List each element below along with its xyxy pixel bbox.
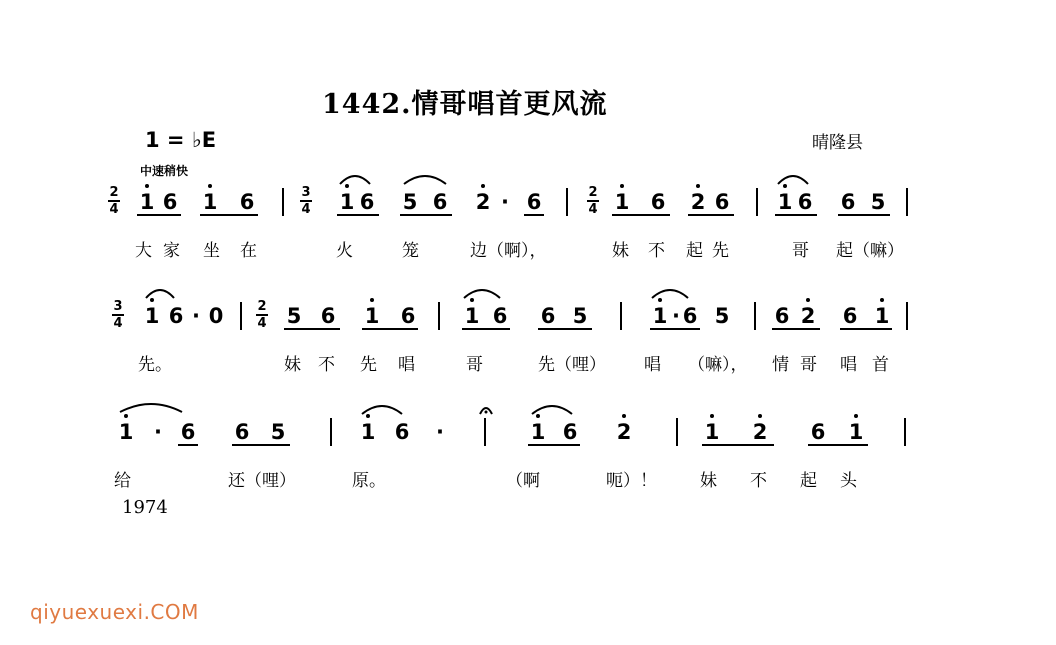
lyric: 妹: [700, 471, 717, 491]
time-signature: 3 4: [113, 299, 123, 331]
lyric: 哥: [466, 355, 483, 375]
note: 6: [650, 190, 666, 214]
note: 1: [464, 304, 480, 328]
lyric: 火: [336, 241, 353, 261]
region-label: 晴隆县: [812, 133, 863, 153]
high-octave-dot: [696, 184, 700, 188]
note: 1: [614, 190, 630, 214]
dotted-note-mark: ·: [436, 420, 444, 444]
note: 6: [562, 420, 578, 444]
note: 1: [144, 304, 160, 328]
underline-beam: [650, 328, 700, 330]
high-octave-dot: [208, 184, 212, 188]
fermata-icon: [478, 404, 494, 416]
lyric: 起: [686, 241, 703, 261]
lyric: 坐: [203, 241, 220, 261]
slur: [776, 172, 810, 186]
note: 5: [714, 304, 730, 328]
high-octave-dot: [370, 298, 374, 302]
high-octave-dot: [854, 414, 858, 418]
note: 6: [797, 190, 813, 214]
note: 6: [714, 190, 730, 214]
lyric: 先: [712, 241, 729, 261]
note: 6: [394, 420, 410, 444]
note: 5: [286, 304, 302, 328]
lyric: 情: [772, 355, 789, 375]
lyric: 首: [872, 355, 889, 375]
lyric: 不: [318, 355, 335, 375]
note: 6: [840, 190, 856, 214]
underline-beam: [337, 214, 379, 216]
high-octave-dot: [366, 414, 370, 418]
time-signature: 2 4: [588, 185, 598, 217]
lyric: 给: [114, 471, 131, 491]
dotted-note-mark: ·: [672, 304, 680, 328]
note: 5: [270, 420, 286, 444]
note: 5: [870, 190, 886, 214]
note: 6: [162, 190, 178, 214]
note: 6: [400, 304, 416, 328]
underline-beam: [538, 328, 592, 330]
note: 6: [359, 190, 375, 214]
underline-beam: [808, 444, 868, 446]
tempo-marking: 中速稍快: [140, 164, 189, 178]
bar-line: [906, 188, 908, 216]
note: 6: [526, 190, 542, 214]
note: 1: [202, 190, 218, 214]
underline-beam: [284, 328, 340, 330]
slur: [462, 286, 502, 300]
lyric: 大: [135, 241, 152, 261]
high-octave-dot: [880, 298, 884, 302]
dotted-note-mark: ·: [154, 420, 162, 444]
site-watermark: qiyuexuexi.COM: [30, 600, 199, 624]
high-octave-dot: [145, 184, 149, 188]
underline-beam: [137, 214, 181, 216]
underline-beam: [838, 214, 890, 216]
note: 1: [139, 190, 155, 214]
underline-beam: [362, 328, 418, 330]
note: 1: [118, 420, 134, 444]
high-octave-dot: [536, 414, 540, 418]
time-signature: 2 4: [257, 299, 267, 331]
high-octave-dot: [758, 414, 762, 418]
lyric: 头: [840, 471, 857, 491]
dotted-note-mark: ·: [192, 304, 200, 328]
bar-line: [566, 188, 568, 216]
lyric: 呃）！: [606, 471, 657, 491]
lyric: 还（哩）: [228, 471, 296, 491]
song-title: 1442.情哥唱首更风流: [322, 89, 608, 120]
note: 1: [777, 190, 793, 214]
lyric: 唱: [644, 355, 661, 375]
high-octave-dot: [481, 184, 485, 188]
underline-beam: [528, 444, 580, 446]
high-octave-dot: [622, 414, 626, 418]
note: 1: [704, 420, 720, 444]
lyric: 起: [800, 471, 817, 491]
lyric: 哥: [792, 241, 809, 261]
underline-beam: [702, 444, 774, 446]
bar-line: [676, 418, 678, 446]
high-octave-dot: [710, 414, 714, 418]
note: 5: [572, 304, 588, 328]
note: 6: [180, 420, 196, 444]
high-octave-dot: [124, 414, 128, 418]
note: 2: [475, 190, 491, 214]
lyric: （嘛），: [688, 355, 748, 375]
lyric: 先: [360, 355, 377, 375]
lyric: 家: [163, 241, 180, 261]
slur: [402, 172, 448, 186]
key-signature: 1 = ♭E: [145, 128, 217, 152]
note: 2: [616, 420, 632, 444]
note: 1: [848, 420, 864, 444]
lyric: 先（哩）: [538, 355, 606, 375]
note: 2: [690, 190, 706, 214]
note: 1: [364, 304, 380, 328]
bar-line: [330, 418, 332, 446]
lyric: 先。: [138, 355, 172, 375]
note: 6: [774, 304, 790, 328]
underline-beam: [772, 328, 820, 330]
high-octave-dot: [658, 298, 662, 302]
note: 6: [842, 304, 858, 328]
lyric: 唱: [398, 355, 415, 375]
lyric: 不: [648, 241, 665, 261]
slur: [338, 172, 372, 186]
underline-beam: [200, 214, 258, 216]
note: 6: [234, 420, 250, 444]
bar-line: [754, 302, 756, 330]
bar-line: [438, 302, 440, 330]
note: 6: [432, 190, 448, 214]
note: 6: [168, 304, 184, 328]
bar-line: [756, 188, 758, 216]
underline-beam: [688, 214, 734, 216]
underline-beam: [840, 328, 892, 330]
underline-beam: [462, 328, 510, 330]
note: 6: [810, 420, 826, 444]
lyric: （啊: [506, 471, 540, 491]
lyric: 哥: [800, 355, 817, 375]
lyric: 起（嘛）: [836, 241, 904, 261]
slur: [650, 286, 690, 300]
high-octave-dot: [620, 184, 624, 188]
lyric: 边（啊），: [470, 241, 547, 261]
dotted-note-mark: ·: [501, 190, 509, 214]
underline-beam: [400, 214, 452, 216]
note: 6: [320, 304, 336, 328]
underline-beam: [178, 444, 198, 446]
bar-line: [904, 418, 906, 446]
lyric: 妹: [284, 355, 301, 375]
underline-beam: [232, 444, 290, 446]
bar-line: [906, 302, 908, 330]
note: 6: [540, 304, 556, 328]
underline-beam: [612, 214, 670, 216]
note: 1: [874, 304, 890, 328]
note: 1: [339, 190, 355, 214]
bar-line: [620, 302, 622, 330]
slur: [118, 400, 184, 414]
lyric: 不: [750, 471, 767, 491]
high-octave-dot: [470, 298, 474, 302]
note: 1: [360, 420, 376, 444]
high-octave-dot: [783, 184, 787, 188]
time-signature: 2 4: [109, 185, 119, 217]
lyric: 唱: [840, 355, 857, 375]
lyric: 在: [240, 241, 257, 261]
year-text: 1974: [122, 497, 168, 518]
high-octave-dot: [345, 184, 349, 188]
lyric: 妹: [612, 241, 629, 261]
rest-note: 0: [208, 304, 224, 328]
note: 2: [752, 420, 768, 444]
underline-beam: [775, 214, 817, 216]
note: 2: [800, 304, 816, 328]
underline-beam: [524, 214, 544, 216]
note: 6: [682, 304, 698, 328]
lyric: 原。: [352, 471, 386, 491]
high-octave-dot: [150, 298, 154, 302]
lyric: 笼: [402, 241, 419, 261]
note: 6: [492, 304, 508, 328]
high-octave-dot: [806, 298, 810, 302]
note: 1: [530, 420, 546, 444]
note: 1: [652, 304, 668, 328]
note: 5: [402, 190, 418, 214]
bar-line: [484, 418, 486, 446]
bar-line: [282, 188, 284, 216]
bar-line: [240, 302, 242, 330]
note: 6: [239, 190, 255, 214]
time-signature: 3 4: [301, 185, 311, 217]
slur: [144, 286, 176, 300]
